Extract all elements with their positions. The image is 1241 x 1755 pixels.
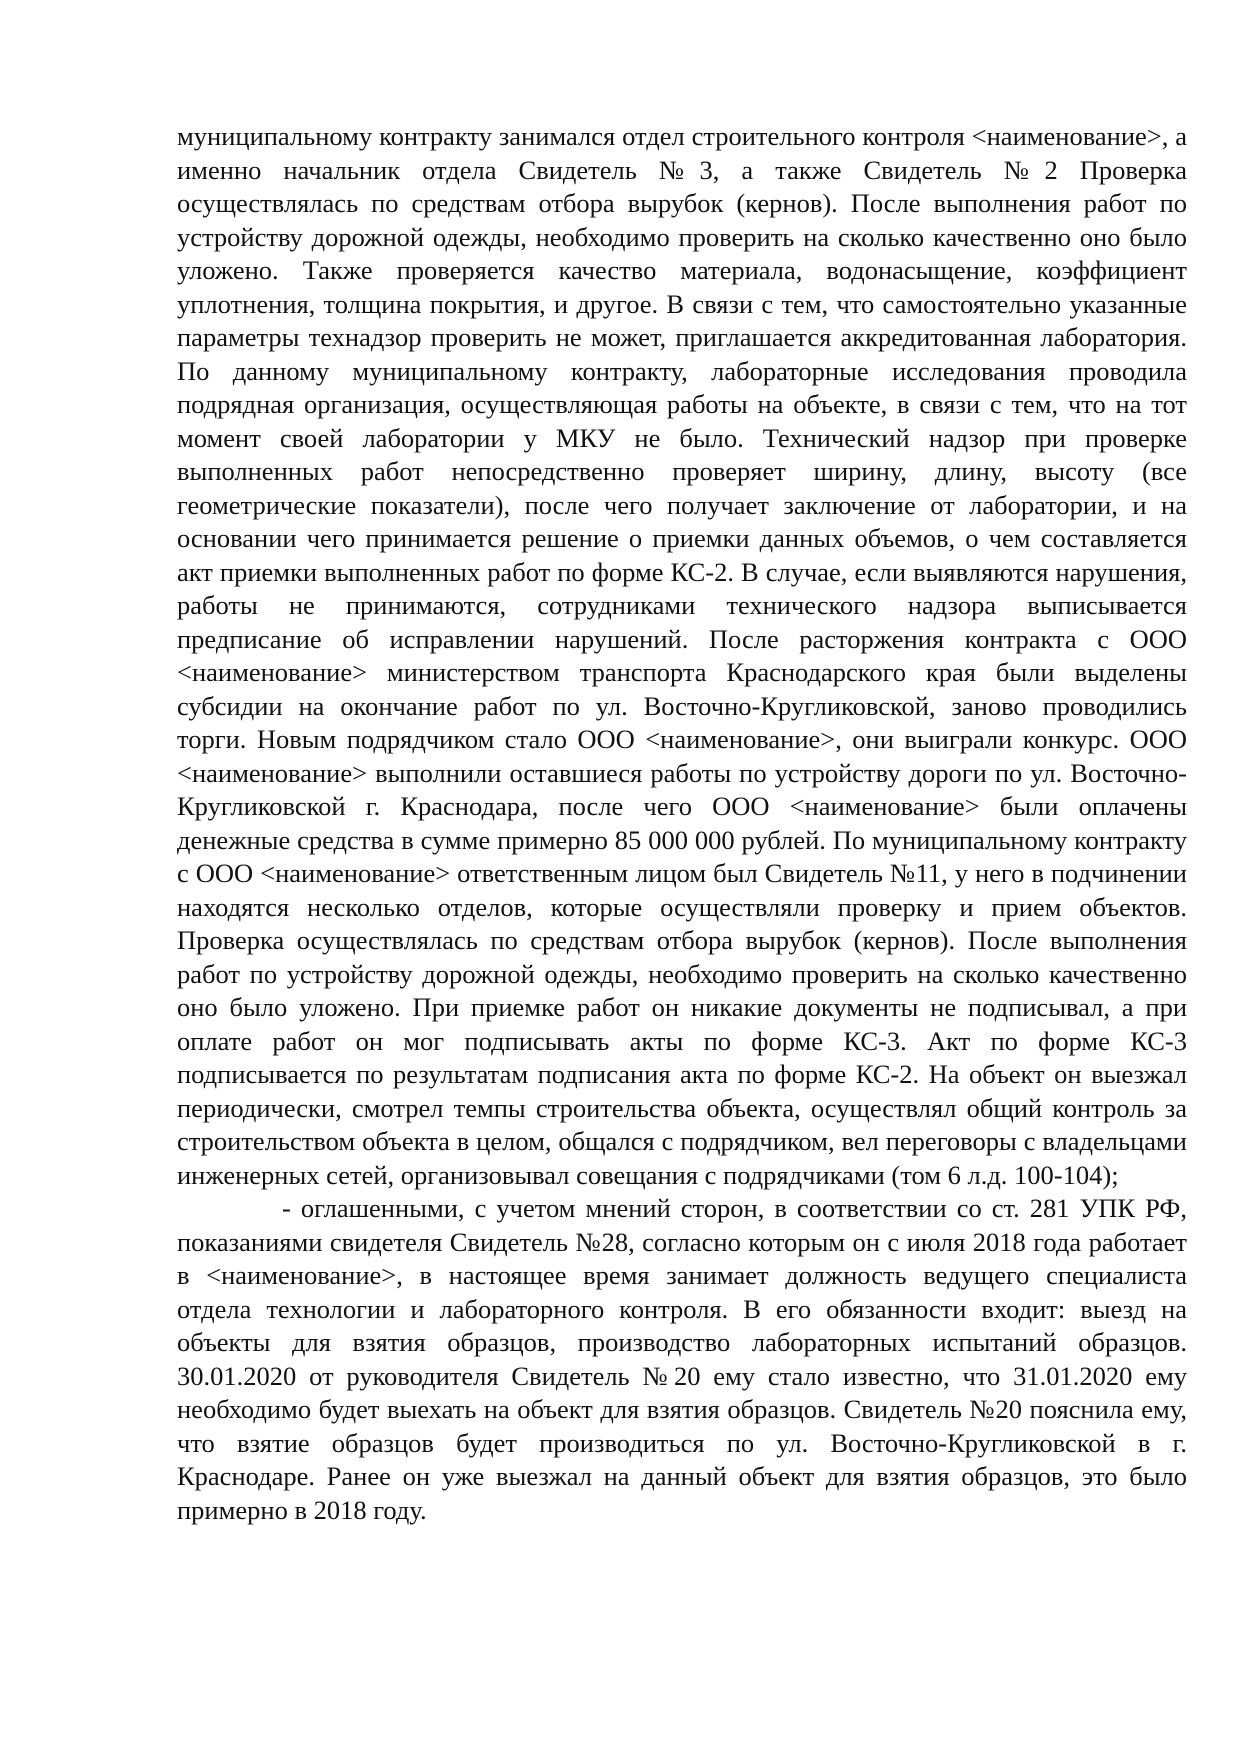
paragraph-continued: муниципальному контракту занимался отдел строительного контроля <наименование>, а именно начальник отдела Свидетель №3, а также Свидетель №2 Проверка осуществлялась по средствам отбора вырубок (кернов). После выполнения работ по устройству дорожной одежды, необходимо проверить на сколько качественно оно было уложено. Также проверяется качество материала, водонасыщение, коэффициент уплотнения, толщина покрытия, и другое. В связи с тем, что самостоятельно указанные параметры технадзор проверить не может, приглашается аккредитованная лаборатория. По данному муниципальному контракту, лабораторные исследования проводила подрядная организация, осуществляющая работы на объекте, в связи с тем, что на тот момент своей лаборатории у МКУ не было. Технический надзор при проверке выполненных работ непосредственно проверяет ширину, длину, высоту (все геометрические показатели), после чего получает заключение от лаборатории, и на основании чего принимается решение о приемки данных объемов, о чем составляется акт приемки выполненных работ по форме КС-2. В случае, если выявляются нарушения, работы не принимаются, сотрудниками технического надзора выписывается предписание об исправлении нарушений. После расторжения контракта с ООО <наименование> министерством транспорта Краснодарского края были выделены субсидии на окончание работ по ул. Восточно-Кругликовской, заново проводились торги. Новым подрядчиком стало ООО <наименование>, они выиграли конкурс. ООО <наименование> выполнили оставшиеся работы по устройству дороги по ул. Восточно-Кругликовской г. Краснодара, после чего ООО <наименование> были оплачены денежные средства в сумме примерно 85 000 000 рублей. По муниципальному контракту с ООО <наименование> ответственным лицом был Свидетель №11, у него в подчинении находятся несколько отделов, которые осуществляли проверку и прием объектов. Проверка осуществлялась по средствам отбора вырубок (кернов). После выполнения работ по устройству дорожной одежды, необходимо проверить на сколько качественно оно было уложено. При приемке работ он никакие документы не подписывал, а при оплате работ он мог подписывать акты по форме КС-3. Акт по форме КС-3 подписывается по результатам подписания акта по форме КС-2. На объект он выезжал периодически, смотрел темпы строительства объекта, осуществлял общий контроль за строительством объекта в целом, общался с подрядчиком, вел переговоры с владельцами инженерных сетей, организовывал совещания с подрядчиками (том 6 л.д. 100-104); xyxy=(177,121,1187,1190)
document-body xyxy=(177,120,1187,1527)
paragraph-testimony: - оглашенными, с учетом мнений сторон, в соответствии со ст. 281 УПК РФ, показаниями свидетеля Свидетель №28, согласно которым он с июля 2018 года работает в <наименование>, в настоящее время занимает должность ведущего специалиста отдела технологии и лабораторного контроля. В его обязанности входит: выезд на объекты для взятия образцов, производство лабораторных испытаний образцов. 30.01.2020 от руководителя Свидетель №20 ему стало известно, что 31.01.2020 ему необходимо будет выехать на объект для взятия образцов. Свидетель №20 пояснила ему, что взятие образцов будет производиться по ул. Восточно-Кругликовской в г. Краснодаре. Ранее он уже выезжал на данный объект для взятия образцов, это было примерно в 2018 году. xyxy=(177,1193,1187,1525)
